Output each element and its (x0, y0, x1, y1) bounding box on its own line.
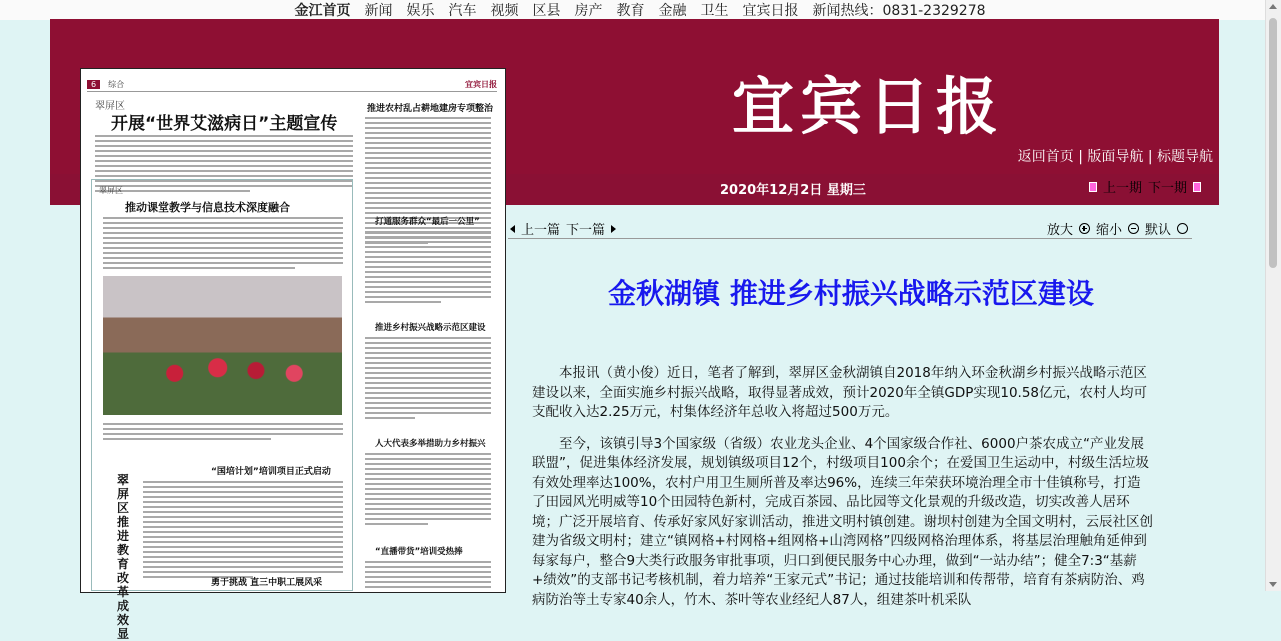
divider (87, 91, 497, 92)
nav-video[interactable]: 视频 (490, 3, 519, 19)
newspaper-logo: 宜宾日报 (732, 70, 1005, 143)
thumb-headline[interactable]: 打通服务群众“最后一公里” (375, 217, 480, 227)
page-header (87, 77, 497, 91)
vertical-headline[interactable]: 翠屏区推进教育改革成效显 (117, 473, 130, 641)
zoom-default-button[interactable]: 默认 (1144, 223, 1171, 238)
nav-entertainment[interactable]: 娱乐 (406, 3, 435, 19)
nav-home[interactable]: 金江首页 (294, 3, 351, 19)
article-toolbar (508, 216, 1192, 239)
zoom-default-icon[interactable] (1177, 223, 1188, 234)
news-hotline: 新闻热线：0831-2329278 (812, 3, 986, 19)
article-content (510, 240, 1192, 608)
prev-article-link[interactable]: 上一篇 (521, 223, 561, 238)
issue-navigation (1089, 177, 1201, 196)
page-section: 综合 (108, 79, 125, 89)
article-body (532, 364, 1154, 622)
text-block (365, 337, 491, 422)
nav-finance[interactable]: 金融 (658, 3, 687, 19)
issue-date: 2020年12月2日 星期三 (720, 183, 866, 198)
text-block (365, 453, 491, 528)
text-block (103, 423, 343, 443)
next-article-link[interactable]: 下一篇 (566, 223, 606, 238)
zoom-out-button[interactable]: 缩小 (1095, 223, 1122, 238)
scroll-down-icon[interactable] (1269, 582, 1277, 587)
bullet-icon (1089, 182, 1097, 192)
nav-health[interactable]: 卫生 (700, 3, 729, 19)
thumb-headline[interactable]: 推动课堂教学与信息技术深度融合 (125, 201, 290, 214)
region-label: 翠屏区 (99, 186, 123, 195)
page-number: 6 (87, 80, 100, 89)
arrow-right-icon (611, 225, 616, 233)
thumb-headline[interactable]: “国培计划”培训项目正式启动 (211, 467, 331, 477)
back-home-link[interactable]: 返回首页 (1017, 149, 1074, 165)
article-title: 金秋湖镇 推进乡村振兴战略示范区建设 (608, 277, 1094, 310)
arrow-left-icon (510, 225, 515, 233)
page-brand: 宜宾日报 (465, 79, 497, 89)
page-scrollbar[interactable] (1265, 0, 1281, 591)
nav-auto[interactable]: 汽车 (448, 3, 477, 19)
scroll-up-icon[interactable] (1269, 4, 1277, 9)
text-block (103, 217, 343, 272)
text-block (365, 231, 491, 306)
zoom-out-icon[interactable] (1128, 223, 1139, 234)
scroll-thumb[interactable] (1269, 18, 1277, 268)
layout-nav-link[interactable]: 版面导航 (1087, 149, 1144, 165)
nav-education[interactable]: 教育 (616, 3, 645, 19)
nav-yibin-daily[interactable]: 宜宾日报 (742, 3, 799, 19)
prev-issue-link[interactable]: 上一期 (1102, 181, 1142, 196)
top-navigation (0, 0, 1280, 20)
text-block (365, 561, 491, 591)
nav-districts[interactable]: 区县 (532, 3, 561, 19)
title-nav-link[interactable]: 标题导航 (1157, 149, 1213, 165)
text-block (365, 117, 491, 247)
bullet-icon (1193, 182, 1201, 192)
page-layout-thumbnail[interactable] (80, 68, 506, 641)
banner-navigation (1018, 146, 1213, 166)
region-label: 翠屏区 (95, 101, 125, 112)
news-photo (103, 276, 342, 415)
article-paragraph: 本报讯（黄小俊）近日，笔者了解到，翠屏区金秋湖镇自2018年纳入环金秋湖乡村振兴战略示范区建设以来，全面实施乡村振兴战略，取得显著成效，预计2020年全镇GDP实现10.58亿元，农村人均可支配收入达2.25万元，村集体经济年总收入将超过500万元。 (532, 365, 1148, 420)
thumb-headline[interactable]: 推进乡村振兴战略示范区建设 (375, 323, 486, 333)
thumb-headline[interactable]: 勇于挑战 直三中职工展风采 (211, 578, 323, 588)
nav-separator: | (1078, 149, 1083, 165)
next-issue-link[interactable]: 下一期 (1147, 181, 1187, 196)
thumb-headline[interactable]: 推进农村乱占耕地建房专项整治 (367, 104, 494, 114)
nav-news[interactable]: 新闻 (364, 3, 393, 19)
thumb-headline[interactable]: “直播带货”培训受热捧 (375, 547, 463, 557)
zoom-in-icon[interactable] (1079, 223, 1090, 234)
thumb-headline[interactable]: 人大代表多举措助力乡村振兴 (375, 439, 486, 449)
text-block (143, 481, 343, 581)
nav-realestate[interactable]: 房产 (574, 3, 603, 19)
nav-separator: | (1147, 149, 1153, 165)
zoom-in-button[interactable]: 放大 (1046, 223, 1073, 238)
article-paragraph: 至今，该镇引导3个国家级（省级）农业龙头企业、4个国家级合作社、6000户茶农成立“产业发展联盟”，促进集体经济发展，规划镇级项目12个，村级项目100余个；在爱国卫生运动中，村级生活垃圾有效处理率达100%，农村户用卫生厕所普及率达96%，连续三年荣获环境治理全市十佳镇称号，打造了田园风光明威等10个田园特色新村，完成百茶园、品比园等文化景观的升级改造，切实改善人居环境；广泛开展培育、传承好家风好家训活动，推进文明村镇创建。谢坝村创建为全国文明村，云辰社区创建为省级文明村；建立“镇网格+村网格+组网格+山湾网格”四级网格治理体系，将基层治理触角延伸到每家每户，整合9大类行政服务审批事项，归口到便民服务中心办理，做到“一站办结”；健全7:3“基薪+绩效”的支部书记考核机制，着力培养“王家元式”书记；通过技能培训和传帮带，培育有茶病防治、鸡病防治等土专家40余人，竹木、茶叶等农业经纪人87人，组建茶叶机采队 (532, 435, 1153, 608)
thumb-headline[interactable]: 开展“世界艾滋病日”主题宣传 (111, 114, 338, 134)
